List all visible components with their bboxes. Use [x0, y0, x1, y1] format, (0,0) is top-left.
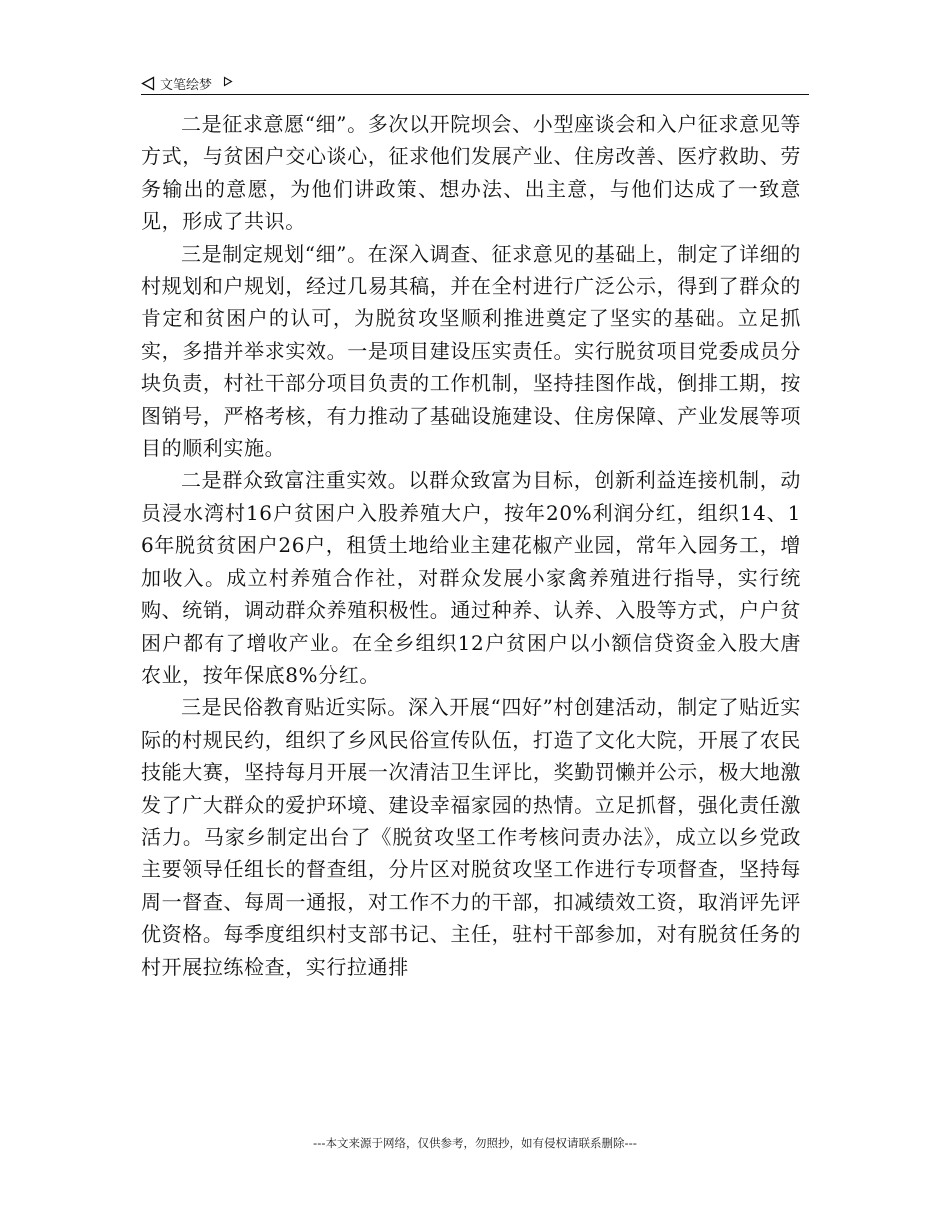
header-divider	[141, 94, 809, 95]
paragraph: 三是制定规划“细”。在深入调查、征求意见的基础上，制定了详细的村规划和户规划，经过几易其稿，并在全村进行广泛公示，得到了群众的肯定和贫困户的认可，为脱贫攻坚顺利推进奠定了坚实的基础。立足抓实，多措并举求实效。一是项目建设压实责任。实行脱贫项目党委成员分块负责，村社干部分项目负责的工作机制，坚持挂图作战，倒排工期，按图销号，严格考核，有力推动了基础设施建设、住房保障、产业发展等项目的顺利实施。	[141, 241, 801, 461]
triangle-right-icon	[223, 76, 233, 87]
triangle-left-icon	[141, 76, 155, 91]
footer-disclaimer: ---本文来源于网络，仅供参考，勿照抄，如有侵权请联系删除---	[313, 1136, 637, 1150]
page-header	[141, 72, 233, 94]
document-body	[141, 108, 801, 983]
paragraph: 三是民俗教育贴近实际。深入开展“四好”村创建活动，制定了贴近实际的村规民约，组织了乡风民俗宣传队伍，打造了文化大院，开展了农民技能大赛，坚持每月开展一次清洁卫生评比，奖勤罚懒并公示，极大地激发了广大群众的爱护环境、建设幸福家园的热情。立足抓督，强化责任激活力。马家乡制定出台了《脱贫攻坚工作考核问责办法》，成立以乡党政主要领导任组长的督查组，分片区对脱贫攻坚工作进行专项督查，坚持每周一督查、每周一通报，对工作不力的干部，扣减绩效工资，取消评先评优资格。每季度组织村支部书记、主任，驻村干部参加，对有脱贫任务的村开展拉练检查，实行拉通排	[141, 695, 801, 979]
paragraph: 二是征求意愿“细”。多次以开院坝会、小型座谈会和入户征求意见等方式，与贫困户交心谈心，征求他们发展产业、住房改善、医疗救助、劳务输出的意愿，为他们讲政策、想办法、出主意，与他们达成了一致意见，形成了共识。	[141, 112, 801, 234]
paragraph: 二是群众致富注重实效。以群众致富为目标，创新利益连接机制，动员浸水湾村16户贫困户入股养殖大户，按年20%利润分红，组织14、16年脱贫贫困户26户，租赁土地给业主建花椒产业园，常年入园务工，增加收入。成立村养殖合作社，对群众发展小家禽养殖进行指导，实行统购、统销，调动群众养殖积极性。通过种养、认养、入股等方式，户户贫困户都有了增收产业。在全乡组织12户贫困户以小额信贷资金入股大唐农业，按年保底8%分红。	[141, 468, 801, 687]
header-title: 文笔绘梦	[160, 77, 213, 93]
